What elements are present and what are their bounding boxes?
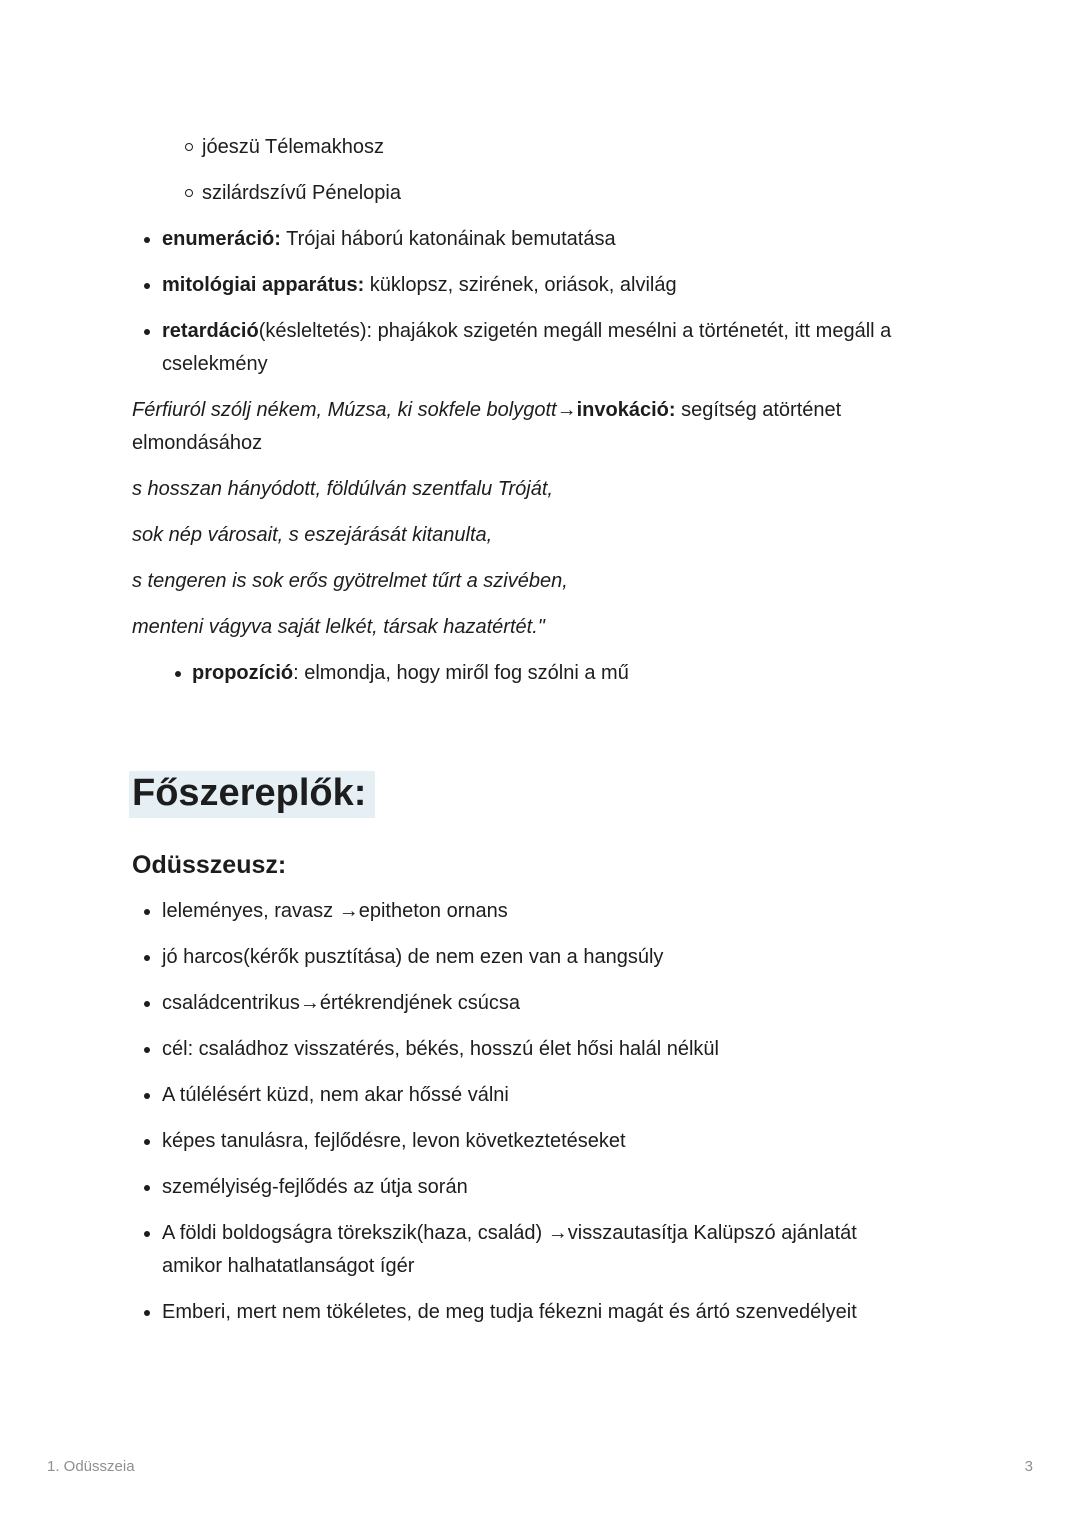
bullet-text: A túlélésért küzd, nem akar hőssé válni	[162, 1084, 509, 1106]
bullet-disc-icon	[144, 909, 150, 915]
quote-line	[132, 394, 964, 460]
bullet-term: mitológiai apparátus:	[162, 274, 365, 296]
bullet-item-propozicio	[132, 657, 964, 690]
sub-bullet-text: jóeszü Télemakhosz	[202, 136, 384, 158]
bullet-text: A földi boldogságra törekszik(haza, család) →visszautasítja Kalüpszó ajánlatát amikor halhatatlanságot ígér	[162, 1222, 857, 1277]
bullet-disc-icon	[144, 283, 150, 289]
bullet-rest: küklopsz, szirének, oriások, alvilág	[364, 274, 677, 296]
bullet-text: képes tanulásra, fejlődésre, levon következtetéseket	[162, 1130, 626, 1152]
quote-annotation-term: →invokáció:	[556, 399, 676, 421]
bullet-disc-icon	[144, 1047, 150, 1053]
bullet-disc-icon	[144, 1139, 150, 1145]
bullet-item	[132, 987, 864, 1020]
bullet-disc-icon	[175, 671, 181, 677]
bullet-text: jó harcos(kérők pusztítása) de nem ezen van a hangsúly	[162, 946, 664, 968]
page-heading	[132, 768, 964, 818]
bullet-rest: (késleltetés): phajákok szigetén megáll mesélni a történetét, itt megáll a cselekmény	[162, 320, 892, 375]
bullet-text: személyiség-fejlődés az útja során	[162, 1176, 468, 1198]
bullet-disc-icon	[144, 1310, 150, 1316]
bullet-text: leleményes, ravasz →epitheton ornans	[162, 900, 508, 922]
intro-list	[132, 131, 894, 381]
bullet-item	[132, 895, 864, 928]
bullet-disc-icon	[144, 1231, 150, 1237]
bullet-text	[192, 662, 629, 684]
bullet-circle-icon	[185, 143, 193, 151]
character-list	[132, 895, 864, 1329]
bullet-disc-icon	[144, 1001, 150, 1007]
quote-block	[132, 394, 964, 644]
bullet-item	[132, 269, 894, 302]
quote-line: sok nép városait, s eszejárását kitanulta,	[132, 524, 493, 546]
bullet-item	[132, 1079, 864, 1112]
bullet-item	[132, 1217, 864, 1283]
bullet-circle-icon	[185, 189, 193, 197]
bullet-rest: Trójai háború katonáinak bemutatása	[280, 228, 616, 250]
bullet-disc-icon	[144, 329, 150, 335]
bullet-rest: : elmondja, hogy miről fog szólni a mű	[293, 662, 629, 684]
bullet-text: családcentrikus→értékrendjének csúcsa	[162, 992, 520, 1014]
bullet-term: propozíció	[192, 662, 294, 684]
sub-bullet-item	[132, 177, 894, 210]
bullet-text	[162, 274, 677, 296]
bullet-item	[132, 315, 894, 381]
bullet-item	[132, 1033, 864, 1066]
bullet-disc-icon	[144, 1185, 150, 1191]
bullet-disc-icon	[144, 237, 150, 243]
bullet-item	[132, 1171, 864, 1204]
bullet-disc-icon	[144, 1093, 150, 1099]
heading-highlight: Főszereplők:	[129, 771, 375, 818]
footer-document-title: 1. Odüsszeia	[47, 1458, 135, 1475]
document-page	[132, 131, 964, 1342]
bullet-item	[132, 223, 894, 256]
quote-annotation-rest: segítség atörténet elmondásához	[132, 399, 842, 454]
sub-bullet-item	[132, 131, 894, 164]
quote-line: menteni vágyva saját lelkét, társak hazatértét."	[132, 616, 545, 638]
sub-bullet-text: szilárdszívű Pénelopia	[202, 182, 401, 204]
bullet-disc-icon	[144, 955, 150, 961]
footer-page-number: 3	[1024, 1458, 1033, 1475]
bullet-term: enumeráció:	[162, 228, 281, 250]
bullet-item	[132, 1296, 864, 1329]
bullet-item	[132, 941, 864, 974]
quote-line: s tengeren is sok erős gyötrelmet tűrt a szivében,	[132, 570, 568, 592]
bullet-term: retardáció	[162, 320, 259, 342]
bullet-text	[162, 228, 616, 250]
bullet-text: cél: családhoz visszatérés, békés, hosszú élet hősi halál nélkül	[162, 1038, 719, 1060]
quote-line: s hosszan hányódott, földúlván szentfalu Tróját,	[132, 478, 553, 500]
quote-line-italic: Férfiuról szólj nékem, Múzsa, ki sokfele bolygott	[132, 399, 557, 421]
bullet-item	[132, 1125, 864, 1158]
bullet-text	[162, 320, 891, 375]
bullet-text: Emberi, mert nem tökéletes, de meg tudja fékezni magát és ártó szenvedélyeit	[162, 1301, 857, 1323]
section-subheading: Odüsszeusz:	[132, 851, 287, 879]
